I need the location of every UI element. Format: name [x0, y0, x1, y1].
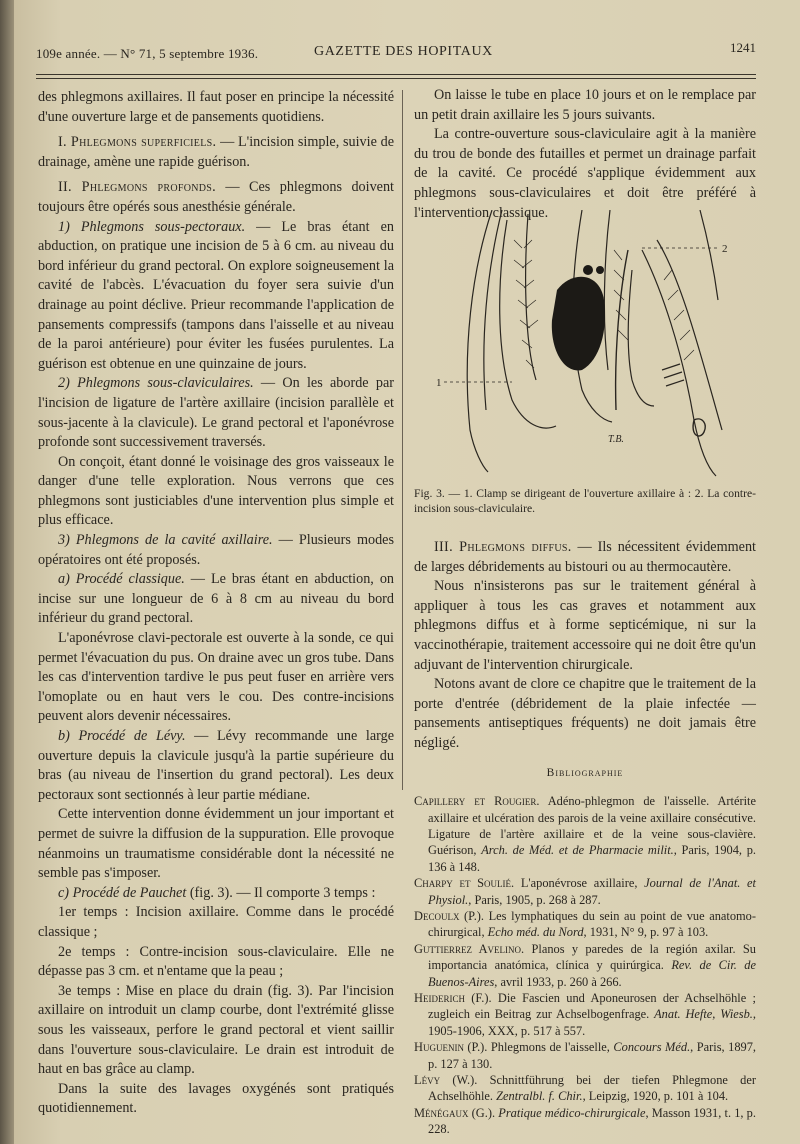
subsection-heading: 1) Phlegmons sous-pectoraux.	[58, 218, 246, 235]
journal-title: GAZETTE DES HOPITAUX	[314, 44, 493, 59]
subsection-heading: b) Procédé de Lévy.	[58, 728, 186, 744]
bibliography-entry	[414, 793, 756, 875]
paragraph-text: — Ces phlegmons doivent toujours être opérés sous anesthésie générale.	[38, 179, 394, 215]
right-column-top	[414, 86, 756, 223]
paragraph: Dans la suite des lavages oxygénés sont pratiqués quotidiennement.	[38, 1080, 394, 1117]
paragraph-text: — Le bras étant en abduction, on incise sur une longueur de 6 à 8 cm au niveau du bord inférieur du grand pectoral.	[38, 571, 395, 627]
bibliography-text: Les lymphatiques du sein au point de vue anatomo-chirurgical,	[428, 908, 756, 940]
bibliography-reference: , 1905-1906, XXX, p. 517 à 557.	[428, 1007, 757, 1038]
bibliography-reference: , Paris, 1897, p. 127 à 130.	[428, 1040, 757, 1071]
paragraph: Nous n'insisterons pas sur le traitement général à appliquer à tous les cas graves et notamment aux phlegmons diffus et à forme septicémique, ni sur la vaccinothérapie, traitement accessoire qui ne doit être qu'un adjuvant de l'intervention chirurgicale.	[414, 578, 756, 673]
bibliography-text: L'aponévrose axillaire,	[514, 876, 645, 891]
paragraph	[38, 218, 394, 375]
bibliography-journal: Pratique médico-chirurgicale	[498, 1105, 646, 1120]
bibliography-journal: Concours Méd.	[613, 1040, 691, 1055]
paragraph: Notons avant de clore ce chapitre que le traitement de la porte d'entrée (débridement de la plaie infectée — pansements antiseptiques fréquents) ne doit jamais être négligé.	[414, 676, 756, 751]
bibliography-authors: Guttierrez Avelino.	[414, 941, 525, 956]
paragraph	[38, 570, 394, 629]
bibliography-entry	[414, 908, 756, 941]
bibliography-text: Phlegmons de l'aisselle,	[487, 1040, 614, 1055]
subsection-heading: a) Procédé classique.	[58, 571, 185, 588]
bibliography-entry	[414, 941, 756, 990]
bibliography-journal: Arch. de Méd. et de Pharmacie milit.	[481, 843, 674, 858]
paragraph	[38, 133, 394, 172]
bibliography-entry	[414, 1072, 756, 1105]
figure-drawing	[432, 210, 744, 482]
paragraph	[414, 538, 756, 577]
bibliography-entry	[414, 875, 756, 908]
page-header	[36, 40, 756, 70]
bibliography-reference: , avril 1933, p. 260 à 266.	[494, 974, 622, 989]
bibliography-entry	[414, 1105, 756, 1138]
bibliography-list	[414, 793, 756, 1138]
paragraph-text: — On les aborde par l'incision de ligature de l'artère axillaire (incision parallèle et sous-jacente à la clavicule). Le grand pectoral et l'aponévrose profonde sont successivement traversés.	[38, 375, 394, 451]
bibliography-text: Adéno-phlegmon de l'aisselle. Artérite axillaire et ulcération des parois de la veine axillaire consécutive. Ligature de l'artère axillaire et de la veine sous-clavière. Guérison,	[428, 794, 756, 858]
paragraph: des phlegmons axillaires. Il faut poser en principe la nécessité d'une ouverture large et de pansements quotidiens.	[38, 89, 394, 125]
bibliography-reference: , Masson 1931, t. 1, p. 228.	[428, 1105, 756, 1137]
subsection-heading: 3) Phlegmons de la cavité axillaire.	[58, 532, 273, 549]
bibliography-journal: Journal de l'Anat. et Physiol.	[428, 876, 756, 907]
issue-line: 109e année. — N° 71, 5 septembre 1936.	[36, 46, 259, 61]
paragraph: La contre-ouverture sous-claviculaire agit à la manière du trou de bonde des futailles et permet un drainage parfait de la cavité. Ce procédé s'applique évidemment aux phlegmons sous-claviculaires et doit être préféré à l'intervention classique.	[414, 126, 756, 221]
paragraph	[38, 884, 394, 904]
page-number: 1241	[730, 40, 756, 55]
bibliography-reference: , 1931, N° 9, p. 97 à 103.	[583, 925, 709, 940]
bibliography-entry	[414, 1039, 756, 1072]
column-separator	[402, 90, 403, 790]
bibliography-reference: , Paris, 1905, p. 268 à 287.	[468, 892, 601, 907]
header-rule-thin	[36, 78, 756, 79]
bibliography-journal: Echo méd. du Nord	[487, 925, 584, 940]
subsection-heading: 2) Phlegmons sous-claviculaires.	[58, 375, 254, 392]
figure-label-2: 2	[722, 243, 728, 255]
paragraph-text: — L'incision simple, suivie de drainage, amène une rapide guérison.	[38, 134, 394, 170]
anatomical-figure	[432, 210, 744, 482]
bibliography-entry	[414, 990, 756, 1039]
paragraph-text: — Lévy recommande une large ouverture depuis la clavicule jusqu'à la partie supérieure du bras (au niveau de l'insertion du grand pectoral). Les deux pectoraux sont sectionnés à leur partie médiane.	[38, 728, 395, 803]
bibliography-reference: , Leipzig, 1920, p. 101 à 104.	[582, 1089, 729, 1104]
section-heading: II. Phlegmons profonds.	[58, 179, 216, 196]
bibliography-journal: Anat. Hefte, Wiesb.	[654, 1007, 753, 1022]
book-spine	[0, 0, 14, 1144]
bibliography-authors: Ménégaux (G.).	[414, 1105, 496, 1120]
bibliography-authors: Decoulx (P.).	[414, 908, 485, 923]
bibliography-heading: Bibliographie	[546, 766, 624, 779]
header-rule	[36, 74, 756, 75]
paragraph: L'aponévrose clavi-pectorale est ouverte à la sonde, ce qui permet l'évacuation du pus. On draine avec un gros tube. Dans les cas d'intervention tardive le pus peut fuser en arrière vers l'omoplate ou en haut vers le cou. Des contre-incisions peuvent alors devenir nécessaires.	[38, 630, 394, 725]
paragraph	[38, 178, 394, 217]
bibliography-journal: Rev. de Cir. de Buenos-Aires	[428, 958, 756, 989]
paragraph: 3e temps : Mise en place du drain (fig. 3). Par l'incision axillaire on introduit un clamp courbe, dont l'extrémité glisse sous les vaisseaux, perfore le grand pectoral et vient saillir dans l'ouverture sous-claviculaire. Le drain est introduit de haut en bas grâce au clamp.	[38, 982, 394, 1078]
paragraph: 1er temps : Incision axillaire. Comme dans le procédé classique ;	[38, 904, 394, 940]
bibliography-text: Die Fascien und Aponeurosen der Achselhöhle ; zugleich ein Beitrag zur Achselbogenfrage.	[428, 991, 756, 1022]
paragraph-text: — Ils nécessitent évidemment de larges débridements au bistouri ou au thermocautère.	[414, 539, 757, 575]
bibliography-authors: Lévy (W.).	[414, 1073, 478, 1088]
bibliography-text: Planos y paredes de la región axilar. Su importancia anatómica, clínica y quirúrgica.	[428, 941, 756, 973]
section-heading: I. Phlegmons superficiels.	[58, 134, 217, 151]
paragraph	[38, 374, 394, 452]
paragraph: On laisse le tube en place 10 jours et on le remplace par un petit drain axillaire les 5 jours suivants.	[414, 87, 756, 123]
bibliography-reference: , Paris, 1904, p. 136 à 148.	[428, 843, 756, 874]
bibliography-journal: Zentralbl. f. Chir.	[496, 1089, 583, 1104]
subsection-heading: c) Procédé de Pauchet	[58, 884, 187, 901]
right-column-bottom	[414, 538, 756, 1138]
figure-label-1: 1	[436, 377, 442, 389]
bibliography-authors: Huguenin (P.).	[414, 1040, 488, 1055]
paragraph: Cette intervention donne évidemment un jour important et permet de suivre la diffusion de la suppuration. Elle provoque néanmoins un traumatisme considérable dont la nécessité ne semble pas s'imposer.	[38, 806, 394, 882]
bibliography-authors: Heiderich (F.).	[414, 991, 492, 1005]
paragraph-text: (fig. 3). — Il comporte 3 temps :	[186, 884, 376, 901]
paragraph	[38, 727, 394, 805]
paragraph-text: — Plusieurs modes opératoires ont été proposés.	[38, 532, 394, 568]
section-heading: III. Phlegmons diffus.	[434, 539, 572, 555]
left-column	[38, 88, 394, 1119]
figure-signature: T.B.	[608, 434, 624, 445]
bibliography-authors: Capillery et Rougier.	[414, 794, 540, 809]
paragraph: 2e temps : Contre-incision sous-claviculaire. Elle ne dépasse pas 3 cm. et n'entame que la peau ;	[38, 943, 394, 980]
paragraph: On conçoit, étant donné le voisinage des gros vaisseaux le danger d'une telle exploration. Nous verrons que ces phlegmons sont justiciables d'une intervention plus simple et plus efficace.	[38, 453, 394, 529]
paragraph-text: — Le bras étant en abduction, on pratique une incision de 5 à 6 cm. au niveau du bord inférieur du grand pectoral. On explore soigneusement la cavité de l'abcès. L'évacuation du foyer sera suivie d'un drainage au point déclive. Prieur recommande l'application de pansements compressifs (tampons dans l'aisselle et au niveau de la paroi antérieure) pour éviter les fusées purulentes. La guérison est obtenue en une quinzaine de jours.	[38, 218, 394, 372]
bibliography-text: Schnittführung bei der tiefen Phlegmone der Achselhöhle.	[428, 1073, 756, 1104]
figure-caption: Fig. 3. — 1. Clamp se dirigeant de l'ouverture axillaire à : 2. La contre-incision sous-claviculaire.	[414, 487, 756, 515]
paragraph	[38, 531, 394, 570]
bibliography-authors: Charpy et Soulié.	[414, 876, 515, 891]
